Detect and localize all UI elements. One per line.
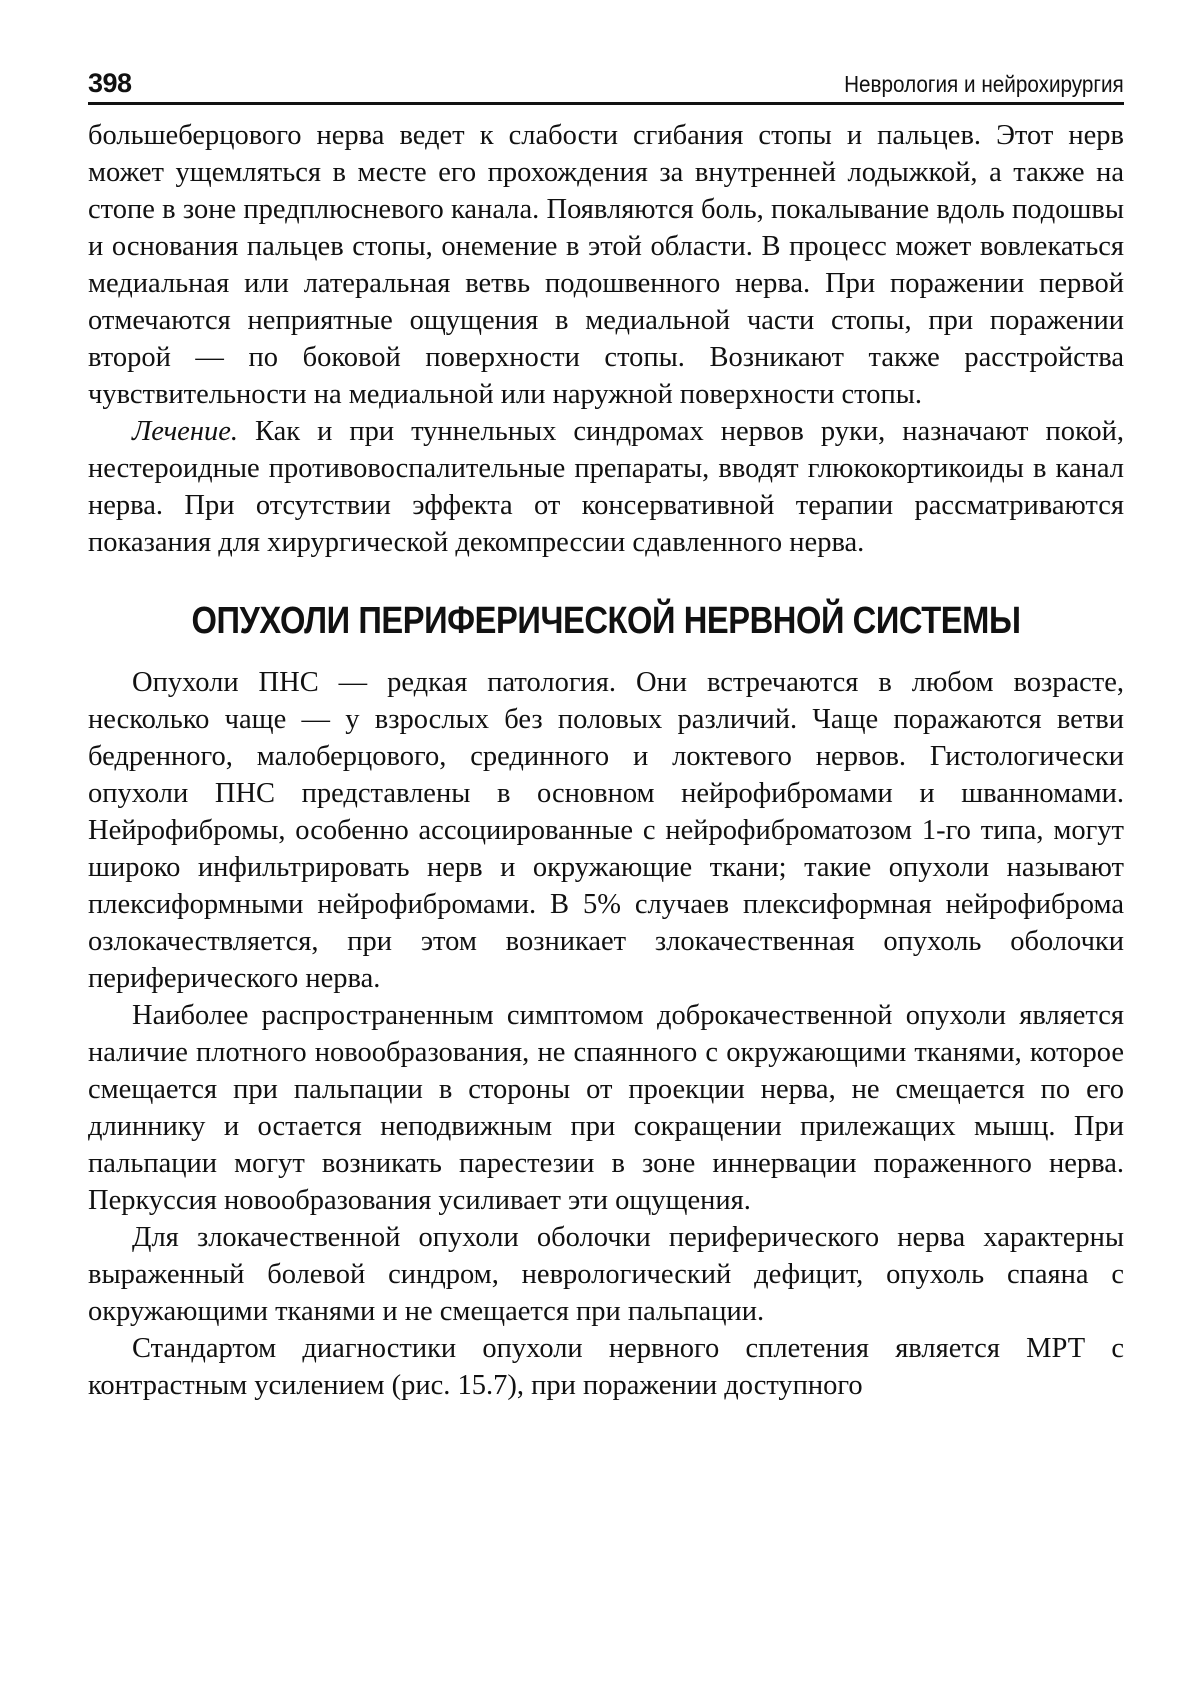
book-page xyxy=(88,58,1124,1404)
paragraph-intro: Опухоли ПНС — редкая патология. Они встречаются в любом возрасте, несколько чаще — у взрослых без половых различий. Чаще поражаются ветви бедренного, малоберцового, срединного и локтевого нервов. Гистологически опухоли ПНС представлены в основном нейрофибромами и шванномами. Нейрофибромы, особенно ассоциированные с нейрофиброматозом 1-го типа, могут широко инфильтрировать нерв и окружающие ткани; такие опухоли называют плексиформными нейрофибромами. В 5% случаев плексиформная нейрофиброма озлокачествляется, при этом возникает злокачественная опухоль оболочки периферического нерва. xyxy=(88,667,1124,994)
body-text xyxy=(88,117,1124,1404)
page-number: 398 xyxy=(88,68,132,98)
paragraph-treatment xyxy=(88,413,1124,561)
paragraph-malignant-symptoms: Для злокачественной опухоли оболочки периферического нерва характерны выраженный болевой синдром, неврологический дефицит, опухоль спаяна с окружающими тканями и не смещается при пальпации. xyxy=(88,1222,1124,1327)
section-heading: ОПУХОЛИ ПЕРИФЕРИЧЕСКОЙ НЕРВНОЙ СИСТЕМЫ xyxy=(191,600,1021,642)
paragraph-diagnostics: Стандартом диагностики опухоли нервного сплетения является МРТ с контрастным усилением (рис. 15.7), при поражении доступного xyxy=(88,1333,1124,1401)
paragraph-continuation: большеберцового нерва ведет к слабости сгибания стопы и пальцев. Этот нерв может ущемляться в месте его прохождения за внутренней лодыжкой, а также на стопе в зоне предплюсневого канала. Появляются боль, покалывание вдоль подошвы и основания пальцев стопы, онемение в этой области. В процесс может вовлекаться медиальная или латеральная ветвь подошвенного нерва. При поражении первой отмечаются неприятные ощущения в медиальной части стопы, при поражении второй — по боковой поверхности стопы. Возникают также расстройства чувствительности на медиальной или наружной поверхности стопы. xyxy=(88,120,1124,410)
treatment-text: Как и при туннельных синдромах нервов руки, назначают покой, нестероидные противовоспалительные препараты, вводят глюкокортикоиды в канал нерва. При отсутствии эффекта от консервативной терапии рассматриваются показания для хирургической декомпрессии сдавленного нерва. xyxy=(88,416,1124,558)
running-title: Неврология и нейрохирургия xyxy=(844,71,1124,97)
treatment-label: Лечение. xyxy=(132,416,238,447)
page-header xyxy=(88,58,1124,105)
paragraph-benign-symptoms: Наиболее распространенным симптомом доброкачественной опухоли является наличие плотного новообразования, не спаянного с окружающими тканями, которое смещается при пальпации в стороны от проекции нерва, не смещается по его длиннику и остается неподвижным при сокращении прилежащих мышц. При пальпации могут возникать парестезии в зоне иннервации пораженного нерва. Перкуссия новообразования усиливает эти ощущения. xyxy=(88,1000,1124,1216)
